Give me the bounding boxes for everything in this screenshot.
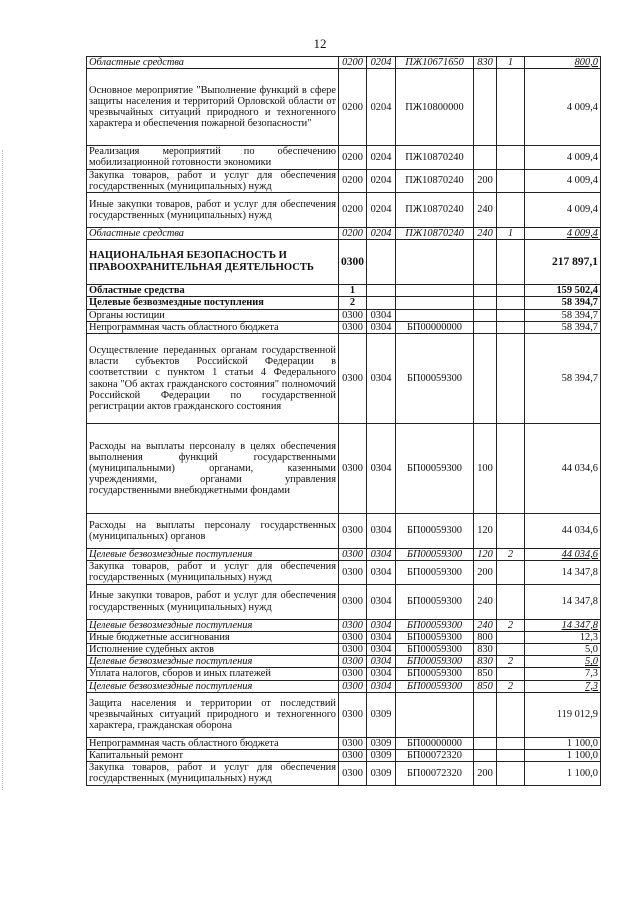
row-subsection-code: 0204 (367, 169, 396, 192)
row-target-article (396, 692, 474, 737)
row-target-article: БП00072320 (396, 762, 474, 785)
row-subsection-code: 0304 (367, 309, 396, 321)
row-target-article: БП00059300 (396, 668, 474, 680)
page-number: 12 (313, 36, 327, 51)
row-amount: 4 009,4 (525, 169, 601, 192)
row-amount: 12,3 (525, 631, 601, 643)
row-funding-source: 2 (497, 680, 525, 692)
row-funding-source (497, 424, 525, 514)
row-expense-type (474, 321, 497, 333)
table-row (87, 656, 601, 668)
row-name: Реализация мероприятий по обеспечению мобилизационной готовности экономики (87, 146, 339, 169)
row-target-article: БП00059300 (396, 334, 474, 424)
row-target-article: ПЖ10671650 (396, 57, 474, 69)
row-subsection-code: 0309 (367, 762, 396, 785)
row-subsection-code: 0304 (367, 584, 396, 619)
row-subsection-code: 0309 (367, 737, 396, 749)
table-row (87, 561, 601, 584)
table-row (87, 692, 601, 737)
row-name: Осуществление переданных органам государственной власти субъектов Российской Федерации в соответствии с пунктом 1 статьи 4 Федерального закона "Об актах гражданского состояния" полномочий Российской Федерации по государственной регистрации актов гражданского состояния (87, 334, 339, 424)
row-name: Целевые безвозмездные поступления (87, 680, 339, 692)
table-row (87, 193, 601, 228)
row-target-article: БП00059300 (396, 644, 474, 656)
row-expense-type (474, 240, 497, 285)
row-target-article: БП00059300 (396, 549, 474, 561)
row-target-article: БП00000000 (396, 321, 474, 333)
row-amount: 58 394,7 (525, 309, 601, 321)
row-subsection-code: 0309 (367, 750, 396, 762)
row-funding-source (497, 644, 525, 656)
row-funding-source (497, 169, 525, 192)
row-target-article: БП00000000 (396, 737, 474, 749)
row-funding-source (497, 69, 525, 146)
row-subsection-code: 0304 (367, 619, 396, 631)
table-row (87, 146, 601, 169)
row-funding-source: 2 (497, 656, 525, 668)
row-expense-type: 200 (474, 762, 497, 785)
row-expense-type: 200 (474, 561, 497, 584)
row-expense-type (474, 737, 497, 749)
row-name: Целевые безвозмездные поступления (87, 619, 339, 631)
row-expense-type: 240 (474, 619, 497, 631)
row-section-code: 0200 (339, 69, 367, 146)
row-name: Расходы на выплаты персоналу в целях обеспечения выполнения функций государственными (муниципальными) органами, казенными учреждениями, органами управления государственными внебюджетными фондами (87, 424, 339, 514)
row-funding-source (497, 309, 525, 321)
row-expense-type (474, 69, 497, 146)
row-section-code: 0300 (339, 584, 367, 619)
row-amount: 4 009,4 (525, 193, 601, 228)
table-row (87, 309, 601, 321)
table-row (87, 334, 601, 424)
row-expense-type: 100 (474, 424, 497, 514)
row-subsection-code: 0204 (367, 146, 396, 169)
row-section-code: 0300 (339, 549, 367, 561)
row-target-article: ПЖ10870240 (396, 193, 474, 228)
row-expense-type: 120 (474, 549, 497, 561)
row-section-code: 0300 (339, 631, 367, 643)
row-section-code: 0300 (339, 762, 367, 785)
row-name: Иные закупки товаров, работ и услуг для обеспечения государственных (муниципальных) нужд (87, 193, 339, 228)
row-subsection-code: 0304 (367, 514, 396, 549)
row-name: Областные средства (87, 228, 339, 240)
row-expense-type (474, 334, 497, 424)
table-row (87, 514, 601, 549)
row-amount: 14 347,8 (525, 561, 601, 584)
row-section-code: 0300 (339, 644, 367, 656)
row-subsection-code: 0304 (367, 321, 396, 333)
row-funding-source (497, 762, 525, 785)
row-name: Исполнение судебных актов (87, 644, 339, 656)
table-row (87, 750, 601, 762)
row-amount: 159 502,4 (525, 285, 601, 297)
row-amount: 4 009,4 (525, 228, 601, 240)
row-name: Закупка товаров, работ и услуг для обеспечения государственных (муниципальных) нужд (87, 762, 339, 785)
row-expense-type (474, 146, 497, 169)
scan-edge-mark (2, 150, 6, 790)
row-section-code: 0300 (339, 561, 367, 584)
row-subsection-code: 0204 (367, 193, 396, 228)
row-funding-source (497, 334, 525, 424)
row-section-code: 2 (339, 297, 367, 309)
row-amount: 1 100,0 (525, 750, 601, 762)
row-funding-source (497, 692, 525, 737)
row-subsection-code: 0304 (367, 644, 396, 656)
row-name: Целевые безвозмездные поступления (87, 297, 339, 309)
row-amount: 58 394,7 (525, 334, 601, 424)
row-funding-source: 1 (497, 228, 525, 240)
row-amount: 7,3 (525, 668, 601, 680)
row-amount: 800,0 (525, 57, 601, 69)
row-funding-source (497, 297, 525, 309)
row-name: Капитальный ремонт (87, 750, 339, 762)
row-amount: 4 009,4 (525, 146, 601, 169)
row-name: Расходы на выплаты персоналу государственных (муниципальных) органов (87, 514, 339, 549)
row-target-article: ПЖ10870240 (396, 146, 474, 169)
table-row (87, 285, 601, 297)
row-target-article: БП00059300 (396, 680, 474, 692)
row-section-code: 0200 (339, 146, 367, 169)
row-section-code: 0300 (339, 619, 367, 631)
table-row (87, 321, 601, 333)
row-section-code: 0200 (339, 193, 367, 228)
row-name: Иные закупки товаров, работ и услуг для обеспечения государственных (муниципальных) нужд (87, 584, 339, 619)
row-target-article (396, 297, 474, 309)
row-name: Целевые безвозмездные поступления (87, 549, 339, 561)
budget-table (86, 56, 601, 786)
table-row (87, 297, 601, 309)
row-subsection-code: 0304 (367, 680, 396, 692)
row-name: Защита населения и территории от последствий чрезвычайных ситуаций природного и техногенного характера, гражданская оборона (87, 692, 339, 737)
row-target-article: БП00059300 (396, 631, 474, 643)
row-amount: 44 034,6 (525, 549, 601, 561)
table-row (87, 424, 601, 514)
table-row (87, 57, 601, 69)
row-amount: 4 009,4 (525, 69, 601, 146)
row-name: Уплата налогов, сборов и иных платежей (87, 668, 339, 680)
row-amount: 5,0 (525, 644, 601, 656)
row-name: НАЦИОНАЛЬНАЯ БЕЗОПАСНОСТЬ И ПРАВООХРАНИТЕЛЬНАЯ ДЕЯТЕЛЬНОСТЬ (87, 240, 339, 285)
row-target-article (396, 285, 474, 297)
row-section-code: 0200 (339, 228, 367, 240)
row-amount: 1 100,0 (525, 737, 601, 749)
row-expense-type (474, 692, 497, 737)
row-funding-source (497, 285, 525, 297)
row-expense-type (474, 285, 497, 297)
row-amount: 7,3 (525, 680, 601, 692)
row-target-article: БП00059300 (396, 514, 474, 549)
row-expense-type: 800 (474, 631, 497, 643)
row-expense-type: 830 (474, 656, 497, 668)
row-subsection-code: 0304 (367, 656, 396, 668)
row-funding-source: 2 (497, 619, 525, 631)
row-expense-type: 830 (474, 644, 497, 656)
row-funding-source (497, 514, 525, 549)
row-name: Областные средства (87, 285, 339, 297)
row-funding-source (497, 668, 525, 680)
row-subsection-code: 0204 (367, 228, 396, 240)
row-subsection-code: 0309 (367, 692, 396, 737)
row-expense-type (474, 750, 497, 762)
row-funding-source: 1 (497, 57, 525, 69)
row-expense-type: 240 (474, 228, 497, 240)
row-funding-source (497, 193, 525, 228)
row-target-article: БП00059300 (396, 584, 474, 619)
row-target-article: ПЖ10870240 (396, 228, 474, 240)
row-expense-type: 850 (474, 680, 497, 692)
row-target-article: ПЖ10870240 (396, 169, 474, 192)
row-expense-type: 200 (474, 169, 497, 192)
row-expense-type: 120 (474, 514, 497, 549)
row-section-code: 0200 (339, 57, 367, 69)
row-amount: 119 012,9 (525, 692, 601, 737)
row-amount: 14 347,8 (525, 584, 601, 619)
row-subsection-code: 0304 (367, 668, 396, 680)
row-target-article (396, 309, 474, 321)
row-subsection-code: 0304 (367, 549, 396, 561)
row-funding-source (497, 146, 525, 169)
row-subsection-code (367, 285, 396, 297)
row-subsection-code (367, 240, 396, 285)
table-row (87, 762, 601, 785)
row-subsection-code: 0304 (367, 424, 396, 514)
row-amount: 14 347,8 (525, 619, 601, 631)
row-section-code: 0300 (339, 692, 367, 737)
row-subsection-code (367, 297, 396, 309)
table-row (87, 668, 601, 680)
row-funding-source (497, 737, 525, 749)
row-section-code: 0300 (339, 750, 367, 762)
row-section-code: 0300 (339, 514, 367, 549)
table-row (87, 644, 601, 656)
row-expense-type: 830 (474, 57, 497, 69)
row-target-article: ПЖ10800000 (396, 69, 474, 146)
row-amount: 217 897,1 (525, 240, 601, 285)
row-target-article: БП00059300 (396, 619, 474, 631)
row-funding-source (497, 584, 525, 619)
row-amount: 5,0 (525, 656, 601, 668)
row-amount: 58 394,7 (525, 321, 601, 333)
row-subsection-code: 0204 (367, 57, 396, 69)
row-name: Областные средства (87, 57, 339, 69)
row-name: Основное мероприятие "Выполнение функций в сфере защиты населения и территорий Орловской области от чрезвычайных ситуаций природного и техногенного характера и обеспечения пожарной безопасности" (87, 69, 339, 146)
table-row (87, 169, 601, 192)
row-name: Непрограммная часть областного бюджета (87, 737, 339, 749)
table-row (87, 549, 601, 561)
table-row (87, 737, 601, 749)
row-name: Закупка товаров, работ и услуг для обеспечения государственных (муниципальных) нужд (87, 561, 339, 584)
row-name: Целевые безвозмездные поступления (87, 656, 339, 668)
row-target-article: БП00059300 (396, 424, 474, 514)
row-expense-type: 850 (474, 668, 497, 680)
row-section-code: 0300 (339, 424, 367, 514)
table-row (87, 619, 601, 631)
row-amount: 58 394,7 (525, 297, 601, 309)
row-funding-source (497, 750, 525, 762)
table-row (87, 240, 601, 285)
row-name: Закупка товаров, работ и услуг для обеспечения государственных (муниципальных) нужд (87, 169, 339, 192)
budget-table-body (87, 57, 601, 786)
row-target-article: БП00059300 (396, 656, 474, 668)
row-funding-source (497, 321, 525, 333)
row-section-code: 0300 (339, 656, 367, 668)
row-section-code: 0300 (339, 321, 367, 333)
row-funding-source: 2 (497, 549, 525, 561)
row-section-code: 1 (339, 285, 367, 297)
row-name: Непрограммная часть областного бюджета (87, 321, 339, 333)
row-amount: 44 034,6 (525, 424, 601, 514)
row-amount: 1 100,0 (525, 762, 601, 785)
row-expense-type (474, 309, 497, 321)
row-expense-type (474, 297, 497, 309)
table-row (87, 584, 601, 619)
row-section-code: 0300 (339, 240, 367, 285)
row-target-article: БП00072320 (396, 750, 474, 762)
row-section-code: 0300 (339, 737, 367, 749)
row-target-article: БП00059300 (396, 561, 474, 584)
row-amount: 44 034,6 (525, 514, 601, 549)
row-funding-source (497, 561, 525, 584)
row-section-code: 0300 (339, 309, 367, 321)
row-subsection-code: 0304 (367, 561, 396, 584)
row-expense-type: 240 (474, 584, 497, 619)
row-subsection-code: 0204 (367, 69, 396, 146)
table-row (87, 228, 601, 240)
row-section-code: 0200 (339, 169, 367, 192)
row-section-code: 0300 (339, 668, 367, 680)
row-section-code: 0300 (339, 680, 367, 692)
row-expense-type: 240 (474, 193, 497, 228)
table-row (87, 69, 601, 146)
row-funding-source (497, 631, 525, 643)
table-row (87, 680, 601, 692)
row-target-article (396, 240, 474, 285)
row-subsection-code: 0304 (367, 631, 396, 643)
row-subsection-code: 0304 (367, 334, 396, 424)
row-name: Органы юстиции (87, 309, 339, 321)
row-section-code: 0300 (339, 334, 367, 424)
table-row (87, 631, 601, 643)
row-funding-source (497, 240, 525, 285)
row-name: Иные бюджетные ассигнования (87, 631, 339, 643)
